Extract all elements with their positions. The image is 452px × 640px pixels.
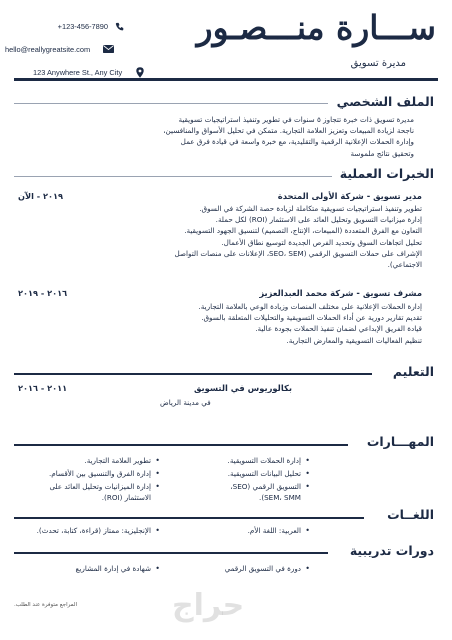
skills-section-title: المهـــارات	[366, 434, 434, 449]
profile-line: مديرة تسويق ذات خبرة تتجاوز ٥ سنوات في تطوير وتنفيذ استراتيجيات تسويقية	[178, 115, 414, 124]
job-1-line: إدارة ميزانيات التسويق وتحليل العائد على الاستثمار (ROI) لكل حملة.	[215, 215, 422, 225]
phone-text: +123-456-7890	[57, 21, 108, 31]
languages-section-rule	[14, 517, 364, 519]
job-1-dates: ٢٠١٩ - الآن	[18, 191, 63, 201]
education-header	[18, 383, 292, 393]
contact-block	[0, 18, 190, 87]
job-1-line: تطوير وتنفيذ استراتيجيات تسويقية متكاملة لزيادة حصة الشركة في السوق.	[199, 204, 422, 213]
skills-list-left	[20, 455, 160, 505]
education-place: في مدينة الرياض	[160, 398, 211, 407]
address-text: 123 Anywhere St., Any City	[33, 67, 123, 77]
site-watermark: حراج	[172, 588, 245, 623]
languages-list-right	[200, 525, 310, 538]
experience-section-title: الخبرات العملية	[339, 166, 434, 181]
location-pin-icon	[134, 67, 146, 77]
courses-list-right	[200, 563, 310, 576]
languages-list-left	[10, 525, 160, 538]
language-item: • الإنجليزية: ممتاز (قراءة، كتابة، تحدث).	[10, 525, 160, 536]
job-1-line: تحليل اتجاهات السوق وتحديد الفرص الجديدة لتوسيع نطاق الأعمال.	[221, 237, 422, 247]
job-1-header	[18, 191, 422, 201]
course-item: • دورة في التسويق الرقمي	[200, 563, 310, 574]
email-text: hello@reallygreatsite.com	[5, 44, 91, 54]
job-1-line: الإشراف على حملات التسويق الرقمي (SEO، SEM، الإعلانات على منصات التواصل	[174, 248, 422, 258]
job-2-line: تقديم تقارير دورية عن أداء الحملات التسويقية والتحليلات المتعلقة بالسوق.	[201, 313, 422, 323]
job-2-details	[132, 301, 422, 346]
skill-item: • إدارة الفرق والتنسيق بين الأقسام.	[20, 468, 160, 479]
languages-section-title: اللغــات	[387, 507, 434, 522]
profile-section-title: الملف الشخصي	[336, 94, 434, 109]
job-2-line: قيادة الفريق الإبداعي لضمان تنفيذ الحملات بجودة عالية.	[255, 324, 422, 334]
skills-list-right	[200, 455, 310, 505]
courses-list-left	[30, 563, 160, 576]
references-note: المراجع متوفرة عند الطلب.	[14, 602, 78, 608]
job-2-line: إدارة الحملات الإعلانية على مختلف المنصات وزيادة الوعي بالعلامة التجارية.	[198, 302, 422, 311]
email-row	[0, 41, 190, 57]
profile-line: ناجحة لزيادة المبيعات وتعزيز العلامة التجارية. متمكن في تحليل الأسواق والمنافسين،	[163, 126, 414, 136]
candidate-job-title: مديرة تسويق	[350, 58, 406, 69]
job-1-role: مدير تسويق - شركة الأولى المتحدة	[277, 191, 422, 201]
phone-icon	[113, 21, 125, 31]
job-1-details	[132, 203, 422, 270]
education-section-title: التعليم	[392, 364, 434, 379]
profile-line: وإدارة الحملات الإعلانية الرقمية والتقليدية، مع خبرة واسعة في قيادة فرق عمل	[180, 137, 414, 147]
skill-item: • إدارة الميزانيات وتحليل العائد على الاستثمار (ROI).	[20, 481, 160, 503]
courses-section-rule	[14, 552, 328, 554]
job-2-dates: ٢٠١٦ - ٢٠١٩	[18, 288, 68, 298]
education-section-rule	[14, 373, 372, 375]
job-1-line: التعاون مع الفرق المتعددة (المبيعات، الإنتاج، التصميم) لتنسيق الجهود التسويقية.	[184, 226, 422, 236]
candidate-name: ســـارة منـــصـور	[196, 8, 436, 47]
skill-item: • إدارة الحملات التسويقية.	[200, 455, 310, 466]
course-item: • شهادة في إدارة المشاريع	[30, 563, 160, 574]
skill-item: • التسويق الرقمي (SEO، SEM، SMM).	[200, 481, 310, 503]
envelope-icon	[102, 44, 114, 54]
job-2-header	[18, 288, 422, 298]
profile-section-rule	[14, 103, 328, 104]
skill-item: • تطوير العلامة التجارية.	[20, 455, 160, 466]
phone-row	[0, 18, 190, 34]
skills-section-rule	[14, 444, 348, 446]
education-degree: بكالوريوس في التسويق	[193, 383, 292, 393]
job-2-line: تنظيم الفعاليات التسويقية والمعارض التجارية.	[286, 335, 422, 345]
courses-section-title: دورات تدريبية	[349, 543, 434, 558]
language-item: • العربية: اللغة الأم.	[200, 525, 310, 536]
profile-line: وتحقيق نتائج ملموسة	[350, 148, 414, 158]
profile-text	[24, 114, 414, 159]
job-2-role: مشرف تسويق - شركة محمد العبدالعزيز	[259, 288, 422, 298]
skill-item: • تحليل البيانات التسويقية.	[200, 468, 310, 479]
education-dates: ٢٠١١ - ٢٠١٦	[18, 383, 68, 393]
header-divider	[14, 78, 438, 81]
job-1-line: الاجتماعي).	[387, 260, 422, 270]
experience-section-rule	[14, 176, 332, 177]
